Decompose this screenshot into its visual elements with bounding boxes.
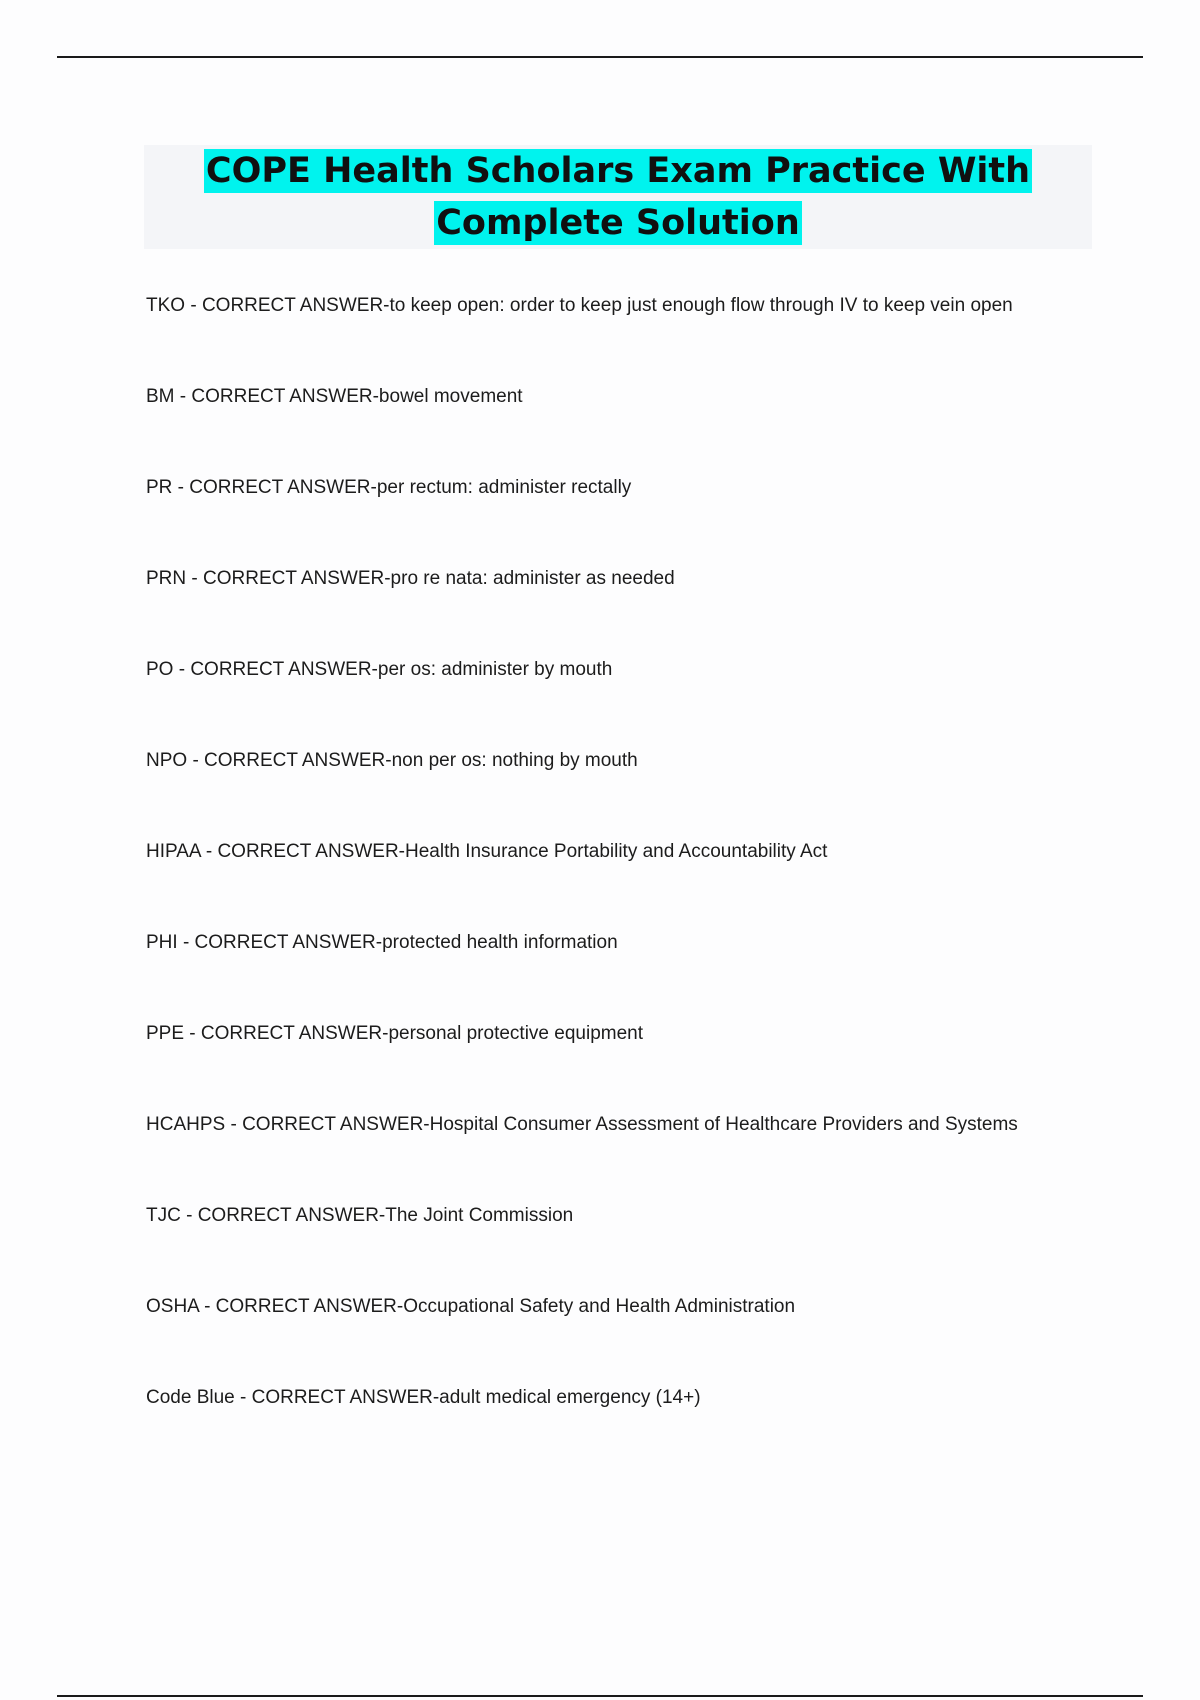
page-title xyxy=(144,145,1092,249)
qa-item: PPE - CORRECT ANSWER-personal protective equipment xyxy=(146,1023,643,1044)
qa-item: NPO - CORRECT ANSWER-non per os: nothing by mouth xyxy=(146,750,638,771)
qa-item: PR - CORRECT ANSWER-per rectum: administer rectally xyxy=(146,477,632,498)
qa-item: PRN - CORRECT ANSWER-pro re nata: administer as needed xyxy=(146,568,675,589)
title-box xyxy=(144,145,1092,249)
qa-item: PO - CORRECT ANSWER-per os: administer by mouth xyxy=(146,659,613,680)
bottom-rule xyxy=(57,1695,1143,1697)
top-rule xyxy=(57,56,1143,58)
qa-list xyxy=(146,288,1146,1471)
qa-item: Code Blue - CORRECT ANSWER-adult medical emergency (14+) xyxy=(146,1387,701,1408)
qa-item: PHI - CORRECT ANSWER-protected health information xyxy=(146,932,618,953)
qa-item: HCAHPS - CORRECT ANSWER-Hospital Consumer Assessment of Healthcare Providers and Systems xyxy=(146,1114,1018,1135)
qa-item: OSHA - CORRECT ANSWER-Occupational Safety and Health Administration xyxy=(146,1296,796,1317)
qa-item: TKO - CORRECT ANSWER-to keep open: order to keep just enough flow through IV to keep vein open xyxy=(146,295,1013,316)
page-title-text: COPE Health Scholars Exam Practice With Complete Solution xyxy=(205,151,1031,243)
qa-item: BM - CORRECT ANSWER-bowel movement xyxy=(146,386,523,407)
qa-item: TJC - CORRECT ANSWER-The Joint Commission xyxy=(146,1205,574,1226)
qa-item: HIPAA - CORRECT ANSWER-Health Insurance Portability and Accountability Act xyxy=(146,841,828,862)
